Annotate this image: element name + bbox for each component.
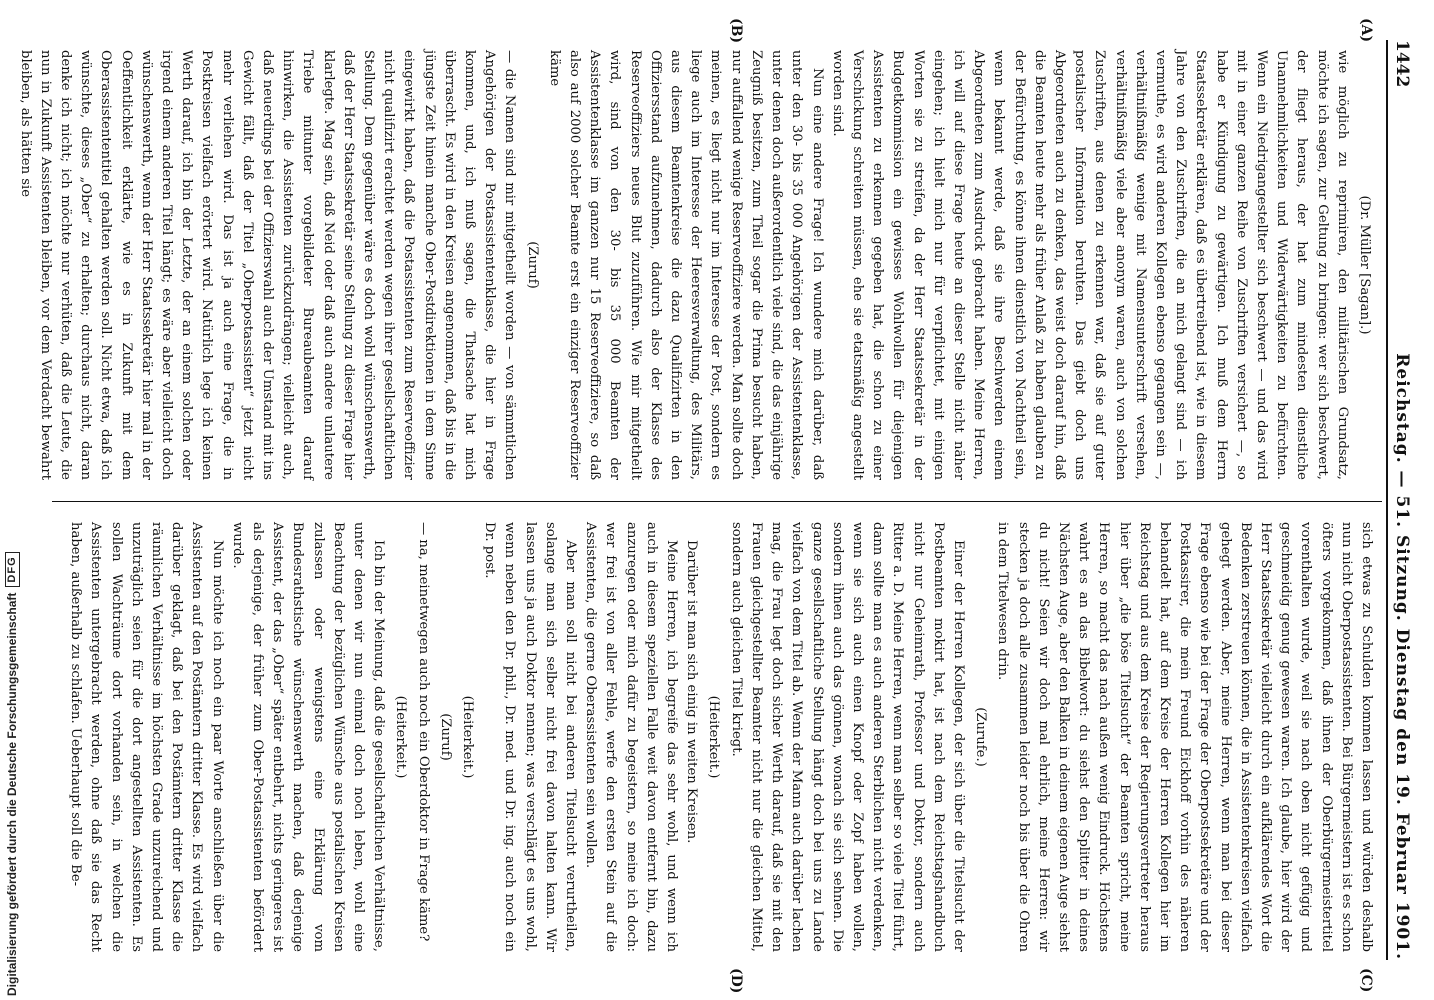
- right-paragraph: Einer der Herren Kollegen, der sich über die Titelsucht der Postbeamten mokirt hat, ist nach dem Reichstagshandbuch nicht nur Geheimrath, Professor und Doktor, sondern auch Ritter a. D. Meine Herren, wenn man selber so viele Titel führt, dann sollte man es auch anderen Sterblichen nicht verdenken, wenn sie sich auch einen Knopf oder Zopf haben wollen, sondern ihnen auch das gönnen, wonach sie sich sehnen. Die ganze gesellschaftliche Stellung hängt doch bei uns zu Lande vielfach von dem Titel ab. Wenn der Mann auch darüber lachen mag, die Frau legt doch sicher Werth darauf, daß sie mit den Frauen gleichgestellter Beamter nicht nur die gleichen Mittel, sondern auch gleichen Titel kriegt.: [728, 522, 966, 952]
- right-paragraph: sich etwas zu Schulden kommen lassen und würden deshalb nun nicht Oberpostassistenten. Bei Bürgermeistern ist es schon öfters vorgekommen, daß ihnen der Oberbürgermeistertitel vorenthalten wurde, weil sie nach oben nicht gefügig und geschmeidig genug gewesen waren. Ich glaube, hier wird der Herr Staatssekretär vielleicht durch ein aufklärendes Wort die Bedenken zerstreuen können, die in Assistentenkreisen vielfach gehegt werden. Aber, meine Herren, wenn man bei dieser Frage ebenso wie bei der Frage der Oberpostsekretäre und der Postkassirer, die mein Freund Eickhoff vorhin des näheren behandelt hat, auf dem Kreise der Herren Kollegen hier im Reichstag und aus dem Kreise der Regierungsvertreter heraus hier über „die böse Titelsucht“ der Beamten spricht, meine Herren, so macht das nach außen wenig Eindruck. Höchstens wahrt es an das Bibelwort: du siehst den Splitter in deines Nächsten Auge, aber den Balken in deinem eigenen Auge siehst du nicht! Seien wir doch mal ehrlich, meine Herren: wir stecken ja doch alle zusammen leider noch bis über die Ohren in dem Titelwesen drin.: [995, 522, 1374, 952]
- left-paragraph: — die Namen sind mir mitgetheilt worden — von sämmtlichen Angehörigen der Postassistentenklasse, die hier in Frage kommen, und, ich muß sagen, die Thatsache hat mich überrascht. Es wird in den Kreisen angenommen, daß bis in die jüngste Zeit hinein manche Ober-Postdirektionen in dem Sinne eingewirkt haben, daß die Postassistenten zum Reserveoffizier nicht qualifizirt erachtet werden wegen ihrer gesellschaftlichen Stellung. Dem gegenüber wäre es doch wohl wünschenswerth, daß der Herr Staatssekretär seine Stellung zu dieser Frage hier klarlegte. Mag sein, daß Neid oder daß auch andere unlautere Triebe mitunter vorgebildeter Bureaubeamten darauf hinwirken, die Assistenten zurückzudrängen; vielleicht auch, daß neuerdings bei der Offizierswahl auch der Umstand mit ins Gewicht fällt, daß der Titel „Oberpostassistent“ jetzt nicht mehr verliehen wird. Das ist ja auch eine Frage, die in Postkreisen vielfach erörtert wird. Natürlich lege ich keinen Werth darauf, ich bin der Letzte, der an einem solchen oder irgend einem anderen Titel hängt; es wäre aber vielleicht doch wünschenswerth, wenn der Herr Staatssekretär hier mal in der Oeffentlichkeit erklärte, wie es in Zukunft mit dem Oberassistententitel gehalten werden soll. Nicht etwa, daß ich wünschte, dieses „Ober“ zu erhalten; durchaus nicht, daran denke ich nicht; ich möchte nur verhüten, daß die Leute, die nun in Zukunft Assistenten bleiben, vor dem Verdacht bewahrt bleiben, als hätten sie: [17, 50, 518, 480]
- dfg-logo: DFG: [5, 552, 20, 586]
- interjection: (Zuruf): [437, 713, 453, 761]
- interjection: (Heiterkeit.): [460, 695, 476, 779]
- page-title: Reichstag. — 51. Sitzung. Dienstag den 19. Februar 1901.: [1392, 353, 1412, 960]
- right-paragraph: — na, meinetwegen auch noch ein Oberdoktor in Frage käme?: [415, 522, 431, 942]
- speaker-label: (Dr. Müller [Sagan].): [1357, 195, 1372, 335]
- page-header: [1386, 40, 1422, 960]
- interjection: (Heiterkeit.): [393, 695, 409, 779]
- left-column: [14, 50, 1376, 480]
- margin-mark-c: (C): [1358, 968, 1374, 993]
- right-paragraph: Darüber ist man sich einig in weiten Kreisen.: [684, 540, 700, 844]
- margin-mark-a: (A): [1358, 18, 1374, 43]
- right-paragraph: Ich bin der Meinung, daß die gesellschaftlichen Verhältnisse, unter denen wir nun einmal doch noch leben, wohl eine Beachtung der bezüglichen Wünsche aus postalischen Kreisen zulassen oder wenigstens eine Erklärung vom Bundesrathstische wünschenswerth machen, daß derjenige Assistent, der das „Ober“ später entbehrt, nichts geringeres ist als derjenige, der früher zum Ober-Postassistenten befördert wurde.: [229, 522, 387, 952]
- right-paragraph: Aber man soll nicht bei anderen Titelsucht verurtheilen, solange man sich selber nicht frei davon halten kann. Wir lassen uns ja auch Doktor nennen; was verschlägt es uns wohl, wenn neben den Dr. phil., Dr. med. und Dr. ing. auch noch ein Dr. post.: [482, 522, 579, 952]
- right-paragraph: Nun möchte ich noch ein paar Worte anschließen über die Assistenten auf den Postämtern dritter Klasse. Es wird vielfach darüber geklagt, daß bei den Postämtern dritter Klasse die räumlichen Verhältnisse im höchsten Grade unzureichend und unzuträglich seien für die dort angestellten Assistenten. Es sollen Wachträume dort vorhanden sein, in welchen die Assistenten untergebracht werden, ohne daß sie das Recht haben, außerhalb zu schlafen. Ueberhaupt soll die Be-: [68, 522, 225, 952]
- left-paragraph: wie möglich zu reprimiren, den militärischen Grundsatz, möchte ich sagen, zur Geltung zu bringen: wer sich beschwert, der fliegt heraus, der hat zum mindesten dienstliche Unannehmlichkeiten und Widerwärtigkeiten zu befürchten. Wenn ein Niedrigangestellter sich beschwert — und das wird mit in einer ganzen Reihe von Zuschriften versichert —, so habe er Kündigung zu gewärtigen. Ich muß dem Herrn Staatssekretär erklären, daß es übertreibend ist, wie in diesem Jahre von den Zuschriften, die an mich gelangt sind — ich vermuthe, es wird anderen Kollegen ebenso gegangen sein —, verhältnißmäßig wenige mit Namensunterschrift versehen, verhältnißmäßig viele aber anonym waren, auch von solchen Zuschriften, aus denen zu erkennen war, daß sie auf guter postalischer Information beruhten. Das giebt doch uns Abgeordneten auch zu denken, das weist doch darauf hin, daß die Beamten heute mehr als früher Anlaß zu haben glauben zu der Befürchtung, es könne ihnen dienstlich von Nachtheil sein, wenn bekannt werde, daß sie ihre Beschwerden einem Abgeordneten zum Ausdruck gebracht haben. Meine Herren, ich will auf diese Frage heute an dieser Stelle nicht näher eingehen; ich hielt mich nur für verpflichtet, mit einigen Worten sie zu streifen, da der Herr Staatssekretär in der Budgetkommission ein gewisses Wohlwollen für diejenigen Assistenten zu erkennen gegeben hat, die schon zu einer Verschickung schreiten müssen, ehe sie etatsmäßig angestellt worden sind.: [829, 50, 1350, 480]
- page-number: 1442: [1392, 40, 1412, 88]
- right-paragraph: Meine Herren, ich begreife das sehr wohl, und wenn ich auch in diesem speziellen Falle weit davon entfernt bin, dazu anzuregen oder mich dafür zu begeistern, so meine ich doch: wer frei ist von aller Fehle, werfe den ersten Stein auf die Assistenten, die gerne Oberassistenten sein wollen.: [583, 522, 680, 952]
- left-paragraph: Nun eine andere Frage! Ich wundere mich darüber, daß unter den 30- bis 35 000 Angehörigen der Assistentenklasse, unter denen doch außerordentlich viele sind, die das einjährige Zeugniß besitzen, zum Theil sogar die Prima besucht haben, nur auffallend wenige Reserveoffiziere werden. Man sollte doch meinen, es liegt nicht nur im Interesse der Post, sondern es liege auch im Interesse der Heeresverwaltung, des Militärs, aus diesem Beamtenkreise die dazu Qualifizirten in den Offiziersstand aufzunehmen, dadurch also der Klasse des Reserveoffiziers neues Blut zuzuführen. Wie mir mitgetheilt wird, sind von den 30- bis 35 000 Beamten der Assistentenklasse im ganzen nur 15 Reserveoffiziere, so daß also auf 2000 solcher Beamte erst ein einziger Reserveoffizier käme: [546, 50, 825, 480]
- interjection: (Zuruf): [524, 241, 540, 289]
- column-divider: [52, 501, 1382, 502]
- right-column: [65, 522, 1376, 952]
- footer-strip: [0, 0, 30, 1000]
- interjection: (Zurufe.): [973, 707, 989, 767]
- margin-mark-d: (D): [728, 968, 744, 994]
- margin-mark-b: (B): [728, 18, 744, 44]
- digitization-credit: [2, 0, 22, 996]
- interjection: (Heiterkeit.): [706, 695, 722, 779]
- credit-text: Digitalisierung gefördert durch die Deutsche Forschungsgemeinschaft: [5, 592, 19, 996]
